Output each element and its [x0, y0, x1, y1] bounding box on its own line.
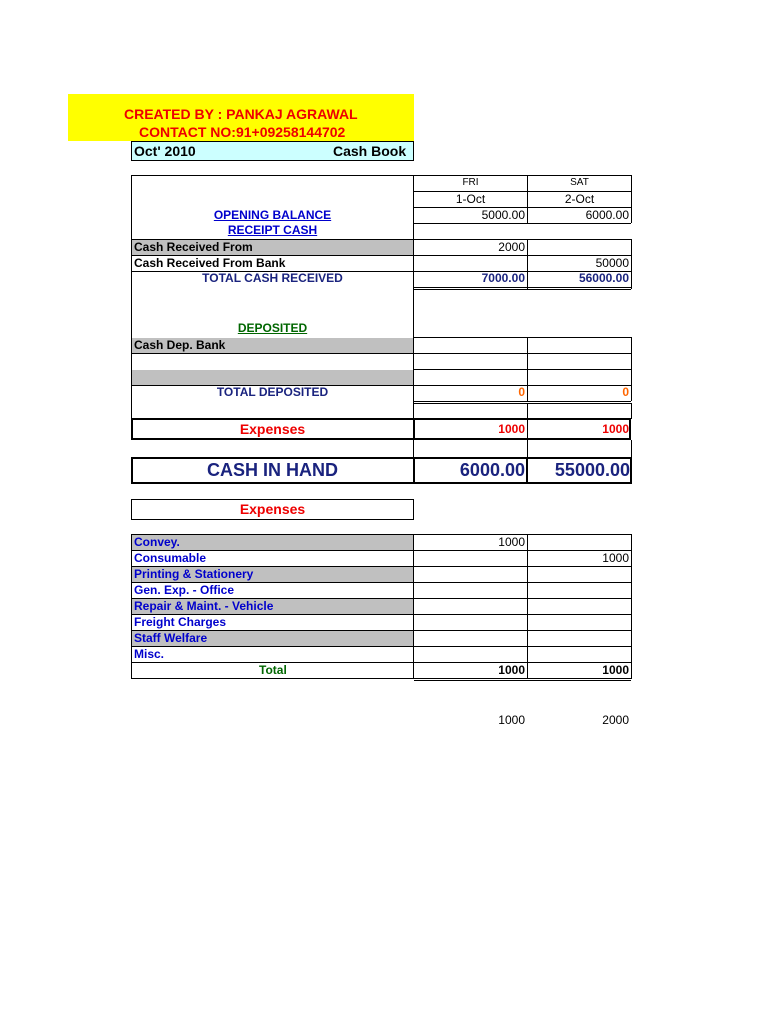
cash-received-from-fri: 2000 [498, 240, 525, 254]
total-deposited-fri: 0 [518, 385, 525, 399]
summary-expenses-sat: 1000 [602, 422, 629, 436]
expense-label-gen-exp: Gen. Exp. - Office [134, 583, 235, 597]
expenses-total-label: Total [259, 663, 287, 677]
cash-received-bank-label: Cash Received From Bank [134, 256, 286, 270]
expense-label-printing: Printing & Stationery [134, 567, 254, 581]
book-title: Cash Book [333, 143, 407, 159]
expense-label-repair: Repair & Maint. - Vehicle [134, 599, 274, 613]
receipt-cash-label: RECEIPT CASH [227, 223, 318, 237]
expense-label-freight: Freight Charges [134, 615, 227, 629]
total-deposited-label: TOTAL DEPOSITED [216, 385, 329, 399]
opening-balance-label: OPENING BALANCE [213, 208, 332, 222]
day-sat: SAT [570, 177, 589, 188]
summary-expenses-fri: 1000 [498, 422, 525, 436]
created-by-text: CREATED BY : PANKAJ AGRAWAL [124, 106, 358, 122]
cash-in-hand-fri: 6000.00 [459, 460, 525, 480]
total-cash-received-fri: 7000.00 [481, 271, 525, 285]
summary-expenses-label: Expenses [239, 421, 306, 437]
day-fri: FRI [462, 177, 479, 188]
total-deposited-sat: 0 [622, 385, 629, 399]
expense-label-misc: Misc. [134, 647, 165, 661]
cash-dep-bank-label: Cash Dep. Bank [134, 338, 226, 352]
footer-value-fri: 1000 [498, 713, 525, 727]
total-cash-received-sat: 56000.00 [578, 271, 629, 285]
date-fri: 1-Oct [455, 192, 486, 206]
expense-label-consumable: Consumable [134, 551, 207, 565]
opening-balance-fri: 5000.00 [481, 208, 525, 222]
expense-label-convey: Convey. [134, 535, 180, 549]
total-cash-received-label: TOTAL CASH RECEIVED [202, 271, 343, 285]
contact-text: CONTACT NO:91+09258144702 [139, 124, 346, 140]
expenses-total-fri: 1000 [498, 663, 525, 677]
deposited-label: DEPOSITED [237, 321, 308, 335]
cash-received-from-label: Cash Received From [134, 240, 253, 254]
cash-in-hand-sat: 55000.00 [554, 460, 630, 480]
deposit-blank-row [132, 370, 413, 386]
expenses-title: Expenses [239, 501, 306, 517]
opening-balance-sat: 6000.00 [585, 208, 629, 222]
month-label: Oct' 2010 [134, 143, 196, 159]
date-sat: 2-Oct [564, 192, 595, 206]
expenses-total-sat: 1000 [602, 663, 629, 677]
expense-label-staff: Staff Welfare [134, 631, 208, 645]
cash-received-bank-sat: 50000 [595, 256, 629, 270]
cash-in-hand-label: CASH IN HAND [206, 460, 338, 480]
footer-value-sat: 2000 [602, 713, 629, 727]
expense-convey-fri: 1000 [498, 535, 525, 549]
expense-consumable-sat: 1000 [602, 551, 629, 565]
